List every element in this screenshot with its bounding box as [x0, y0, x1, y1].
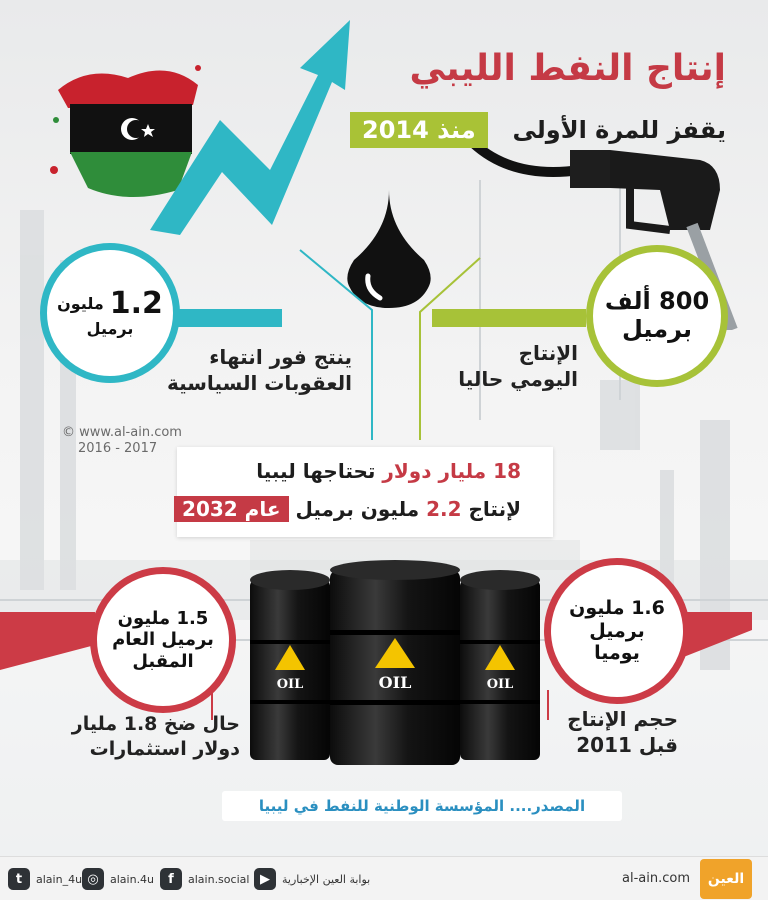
facebook-link[interactable]: [160, 868, 249, 890]
investment-year: عام 2032: [174, 496, 288, 522]
caption-line: الإنتاج: [518, 341, 578, 365]
stat-line: 800 ألف: [604, 287, 710, 316]
facebook-icon: f: [160, 868, 182, 890]
caption-line: قبل 2011: [576, 733, 678, 757]
watermark-site: www.al-ain.com: [79, 425, 182, 440]
investment-line-2: [174, 497, 521, 521]
stat-line: المقبل: [132, 650, 194, 672]
stat-line: 1.6 مليون: [569, 596, 665, 619]
youtube-handle: بوابة العين الإخبارية: [282, 872, 371, 886]
investment-amount: 18 مليار دولار: [382, 459, 521, 483]
stat-circle-1-6-million: [544, 558, 690, 704]
instagram-icon: ◎: [82, 868, 104, 890]
subtitle: [512, 116, 726, 144]
youtube-link[interactable]: [254, 868, 370, 890]
investment-needs: تحتاجها ليبيا: [256, 459, 376, 483]
instagram-handle: alain.4u: [110, 872, 155, 886]
watermark: © www.al-ain.com 2016 - 2017: [62, 425, 182, 456]
oil-barrels-illustration: [250, 560, 550, 770]
since-year-badge: [350, 112, 488, 148]
stat-unit: مليون: [57, 293, 104, 313]
instagram-link[interactable]: [82, 868, 154, 890]
main-title: إنتاج النفط الليبي: [409, 48, 726, 89]
caption-line: اليومي حاليا: [458, 367, 578, 391]
barrel-label: OIL: [378, 673, 412, 692]
investment-barrels: مليون برميل: [295, 497, 420, 521]
footer-site[interactable]: al-ain.com: [622, 871, 690, 886]
twitter-link[interactable]: [8, 868, 82, 890]
stat-unit-barrel: برميل: [86, 319, 134, 339]
stat-circle-800-thousand: [586, 245, 728, 387]
barrel-label: OIL: [276, 677, 304, 692]
twitter-handle: alain_4u: [36, 872, 83, 886]
stat-circle-1-2-million: [40, 243, 180, 383]
investment-box: [177, 447, 553, 537]
footer-bar: [0, 856, 768, 900]
barrel-label: OIL: [486, 677, 514, 692]
stat-caption-sanctions: [167, 344, 352, 396]
stat-caption-pre-2011: [567, 706, 678, 758]
caption-line: دولار استثمارات: [89, 737, 240, 760]
stat-caption-current: [458, 340, 578, 392]
stat-line: برميل: [621, 315, 693, 343]
barrel-right: [460, 570, 540, 760]
investment-for: لإنتاج: [468, 497, 521, 521]
investment-target: 2.2: [426, 497, 462, 521]
since-word: منذ: [437, 116, 476, 144]
barrel-center: [330, 560, 460, 765]
stat-value: 1.2: [109, 285, 163, 321]
since-year: 2014: [362, 116, 429, 144]
facebook-handle: alain.social: [188, 872, 250, 886]
stat-line: 1.5 مليون: [117, 607, 209, 629]
twitter-icon: t: [8, 868, 30, 890]
caption-line: العقوبات السياسية: [166, 371, 352, 395]
investment-line-1: [256, 459, 521, 483]
stat-line: برميل العام: [112, 629, 214, 651]
al-ain-logo: العين: [700, 859, 752, 899]
subtitle-text: يقفز للمرة الأولى: [512, 116, 726, 144]
stat-line: يوميا: [594, 642, 640, 665]
watermark-years: 2016 - 2017: [78, 440, 158, 456]
caption-line: ينتج فور انتهاء: [209, 345, 352, 369]
stat-line: برميل: [589, 619, 645, 642]
stat-caption-next-year: [72, 712, 240, 761]
source-note: المصدر.... المؤسسة الوطنية للنفط في ليبيا: [222, 791, 622, 821]
youtube-icon: ▶: [254, 868, 276, 890]
caption-line: حال ضخ 1.8 مليار: [71, 713, 240, 735]
stat-circle-1-5-million: [90, 567, 236, 713]
caption-line: حجم الإنتاج: [567, 707, 678, 731]
barrel-left: [250, 570, 330, 760]
